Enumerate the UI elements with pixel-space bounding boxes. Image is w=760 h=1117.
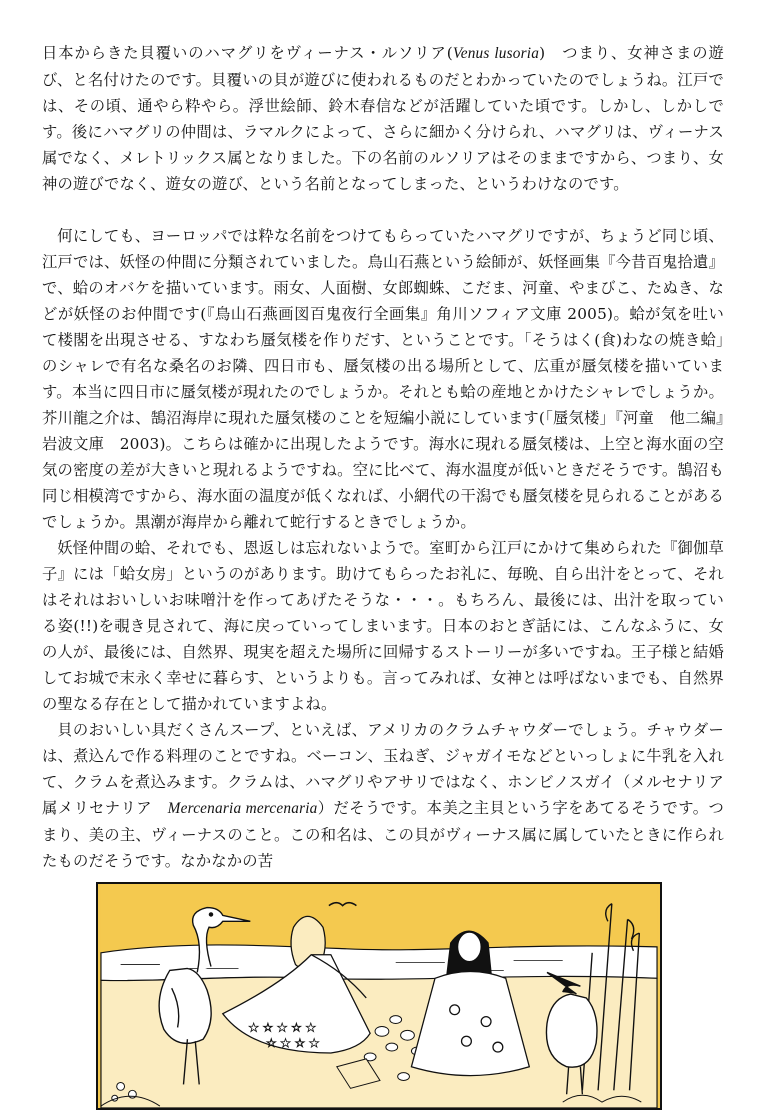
illustration-art <box>98 884 660 1108</box>
paragraph-venus-lusoria <box>42 40 724 197</box>
dress-stars-icon: ★ ☆ ★ ☆ ★ <box>248 1020 317 1035</box>
p4-text-a: 貝のおいしい具だくさんスープ、といえば、アメリカのクラムチャウダーでしょう。チャウダーは、煮込んで作る料理のことですね。ベーコン、玉ねぎ、ジャガイモなどといっしょに牛乳を入れて、クラムを煮込みます。クラムは、ハマグリやアサリではなく、ホンビノスガイ（メルセナリア属メリセナリア <box>42 721 724 817</box>
svg-text:☆ ★ ☆ ★: ☆ ★ ☆ ★ <box>266 1036 320 1051</box>
article-body <box>42 40 724 874</box>
paragraph-clam-chowder <box>42 717 724 874</box>
illustration-panel <box>96 882 662 1110</box>
p1-text-b: ) つまり、女神さまの遊び、と名付けたのです。貝覆いの貝が遊びに使われるものだとわかっていたのでしょうね。江戸では、その頃、通やら粋やら。浮世絵師、鈴木春信などが活躍していた頃です。しかし、しかしです。後にハマグリの仲間は、ラマルクによって、さらに細かく分けられ、ハマグリは、ヴィーナス属でなく、メレトリックス属となりました。下の名前のルソリアはそのままですから、つまり、女神の遊びでなく、遊女の遊び、という名前となってしまった、というわけなのです。 <box>42 44 725 193</box>
paragraph-hamaguri-nyobo: 妖怪仲間の蛤、それでも、恩返しは忘れないようで。室町から江戸にかけて集められた『御伽草子』には「蛤女房」というのがあります。助けてもらったお礼に、毎晩、自ら出汁をとって、それはそれはおいしいお味噌汁を作ってあげたそうな・・・。もちろん、最後には、出汁を取っている姿(!!)を覗き見されて、海に戻っていってしまいます。日本のおとぎ話には、こんなふうに、女の人が、最後には、自然界、現実を超えた場所に回帰するストーリーが多いですね。王子様と結婚してお城で末永く幸せに暮らす、というよりも。言ってみれば、女神とは呼ばないまでも、自然界の聖なる存在として描かれていますよね。 <box>42 539 724 713</box>
p4-text-b: ）だそうです。本美之主貝という字をあてるそうです。つまり、美の主、ヴィーナスのこと。この和名は、この貝がヴィーナス属に属していたときに作られたものだそうです。なかなかの苦 <box>42 799 724 870</box>
p1-text-a: 日本からきた貝覆いのハマグリをヴィーナス・ルソリア( <box>42 44 453 62</box>
paragraph-yokai-mirage: 何にしても、ヨーロッパでは粋な名前をつけてもらっていたハマグリですが、ちょうど同じ頃、江戸では、妖怪の仲間に分類されていました。鳥山石燕という絵師が、妖怪画集『今昔百鬼拾遺』で、蛤のオバケを描いています。雨女、人面樹、女郎蜘蛛、こだま、河童、やまびこ、たぬき、などが妖怪のお仲間です(『鳥山石燕画図百鬼夜行全画集』角川ソフィア文庫 2005)。蛤が気を吐いて楼閣を出現させる、すなわち蜃気楼を作りだす、ということです。「そうはく(食)わなの焼き蛤」のシャレで有名な桑名のお隣、四日市も、蜃気楼の出る場所として、広重が蜃気楼を描いています。本当に四日市に蜃気楼が現れたのでしょうか。それとも蛤の産地とかけたシャレでしょうか。芥川龍之介は、鵠沼海岸に現れた蜃気楼のことを短編小説にしています(「蜃気楼」『河童 他二編』岩波文庫 2003)。こちらは確かに出現したようです。海水に現れる蜃気楼は、上空と海水面の空気の密度の差が大きいと現れるようですね。空に比べて、海水温度が低いときだそうです。鵠沼も同じ相模湾ですから、海水面の温度が低くなれば、小網代の干潟でも蜃気楼を見られることがあるでしょうか。黒潮が海岸から離れて蛇行するときでしょうか。 <box>42 227 724 531</box>
latin-name-mercenaria: Mercenaria mercenaria <box>167 800 318 817</box>
latin-name-venus-lusoria: Venus lusoria <box>452 45 540 62</box>
